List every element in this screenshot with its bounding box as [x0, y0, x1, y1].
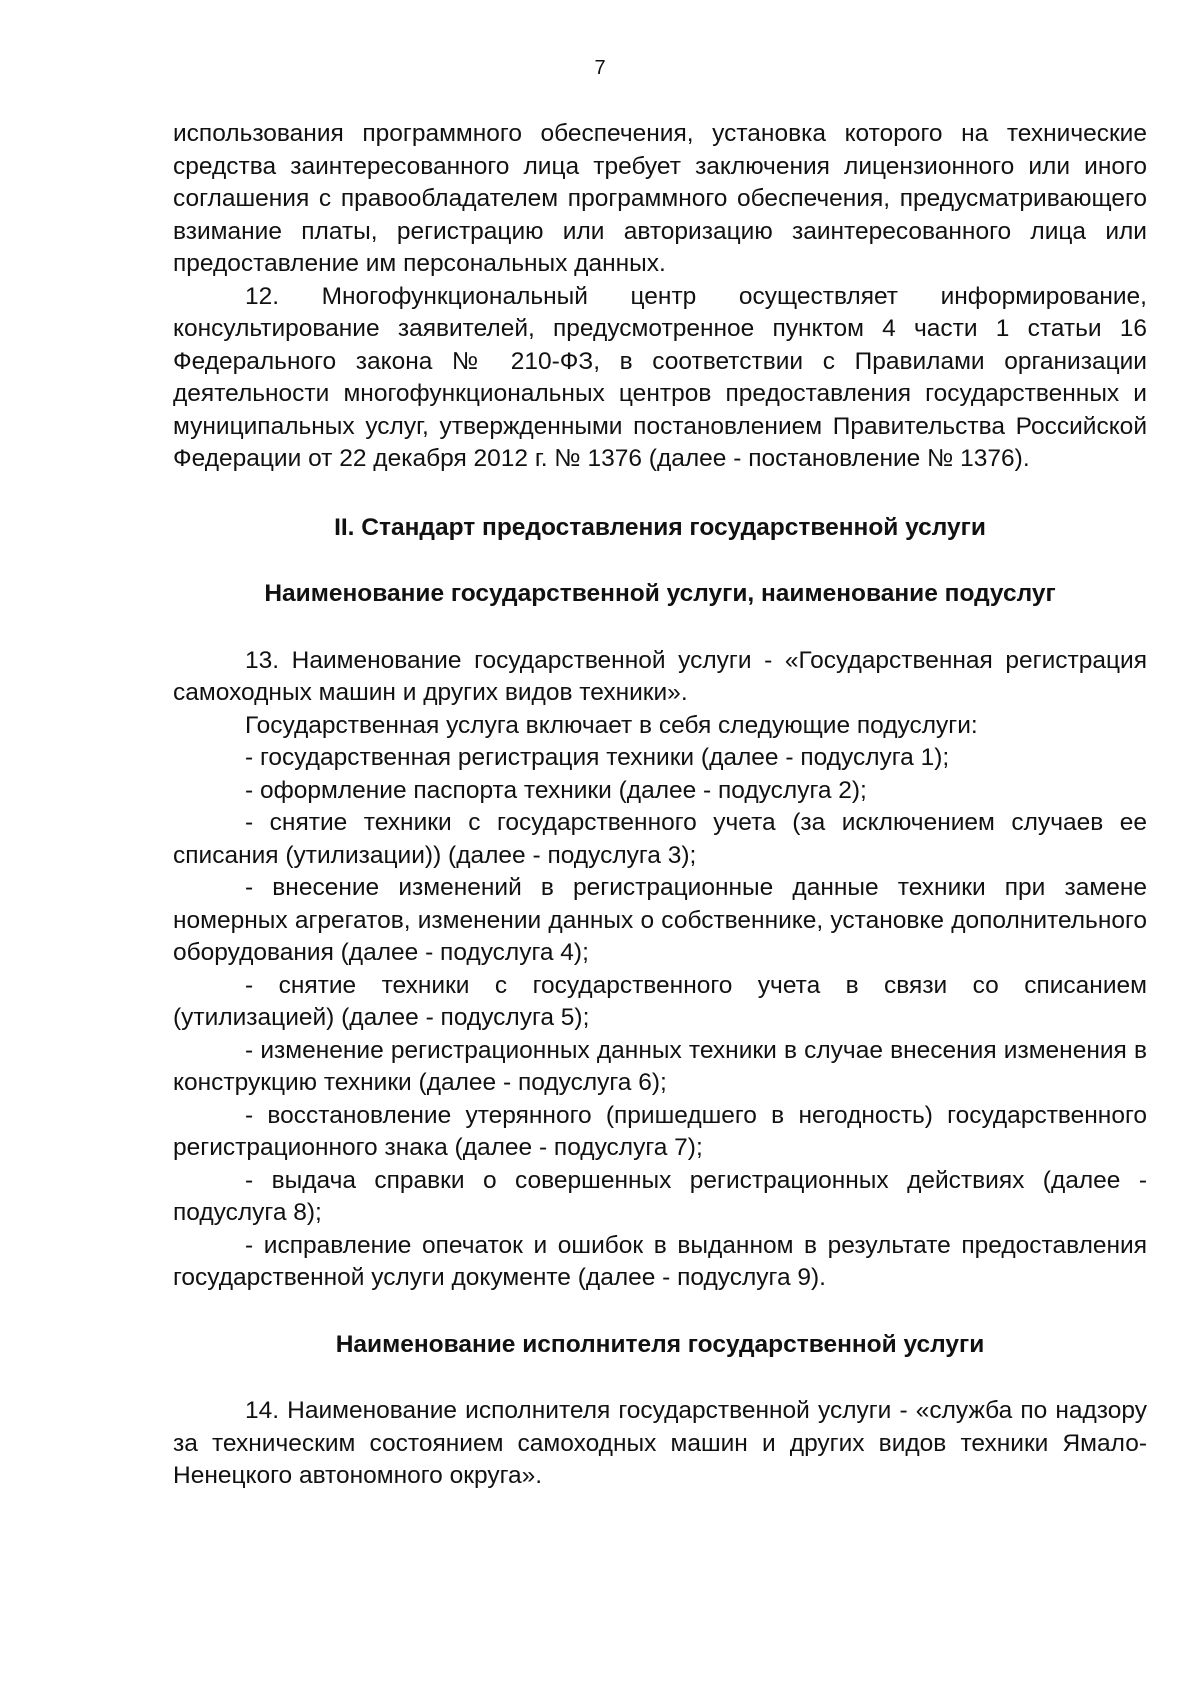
subheading-service-name: Наименование государственной услуги, наименование подуслуг — [264, 580, 1056, 607]
list-item-subservice-2: - оформление паспорта техники (далее - подуслуга 2); — [245, 776, 867, 804]
list-item-subservice-1: - государственная регистрация техники (далее - подуслуга 1); — [245, 744, 950, 771]
subheading-executor: Наименование исполнителя государственной услуги — [335, 1330, 985, 1358]
paragraph-subservices-intro: Государственная услуга включает в себя следующие подуслуги: — [245, 711, 978, 739]
paragraph-14: 14. Наименование исполнителя государственной услуги - «служба по надзору за техническим состоянием самоходных машин и других видов техники Ямало-Ненецкого автономного округа». — [173, 1397, 1147, 1489]
list-item-subservice-7: - восстановление утерянного (пришедшего в негодность) государственного регистрационного знака (далее - подуслуга 7); — [173, 1101, 1147, 1161]
list-item-subservice-6: - изменение регистрационных данных техники в случае внесения изменения в конструкцию техники (далее - подуслуга 6); — [173, 1036, 1147, 1096]
list-item-subservice-4: - внесение изменений в регистрационные данные техники при замене номерных агрегатов, изменении данных о собственнике, установке дополнительного оборудования (далее - подуслуга 4); — [173, 874, 1147, 966]
list-item-subservice-3: - снятие техники с государственного учета (за исключением случаев ее списания (утилизации)) (далее - подуслуга 3); — [173, 809, 1147, 869]
list-item-subservice-5: - снятие техники с государственного учета в связи со списанием (утилизацией) (далее - подуслуга 5); — [173, 971, 1147, 1031]
section-heading: II. Стандарт предоставления государственной услуги — [334, 513, 986, 541]
list-item-subservice-8: - выдача справки о совершенных регистрационных действиях (далее - подуслуга 8); — [173, 1166, 1147, 1226]
page-number: 7 — [594, 57, 606, 79]
document-body — [173, 118, 1147, 1493]
paragraph-12: 12. Многофункциональный центр осуществляет информирование, консультирование заявителей, предусмотренное пунктом 4 части 1 статьи 16 Федерального закона № 210-ФЗ, в соответствии с Правилами организации деятельности многофункциональных центров предоставления государственных и муниципальных услуг, утвержденными постановлением Правительства Российской Федерации от 22 декабря 2012 г. № 1376 (далее - постановление № 1376). — [173, 282, 1147, 472]
paragraph-13: 13. Наименование государственной услуги - «Государственная регистрация самоходных машин и других видов техники». — [173, 646, 1147, 706]
paragraph-continuation: использования программного обеспечения, установка которого на технические средства заинтересованного лица требует заключения лицензионного или иного соглашения с правообладателем программного обеспечения, предусматривающего взимание платы, регистрацию или авторизацию заинтересованного лица или предоставление им персональных данных. — [173, 120, 1147, 277]
list-item-subservice-9: - исправление опечаток и ошибок в выданном в результате предоставления государственной услуги документе (далее - подуслуга 9). — [173, 1231, 1147, 1291]
